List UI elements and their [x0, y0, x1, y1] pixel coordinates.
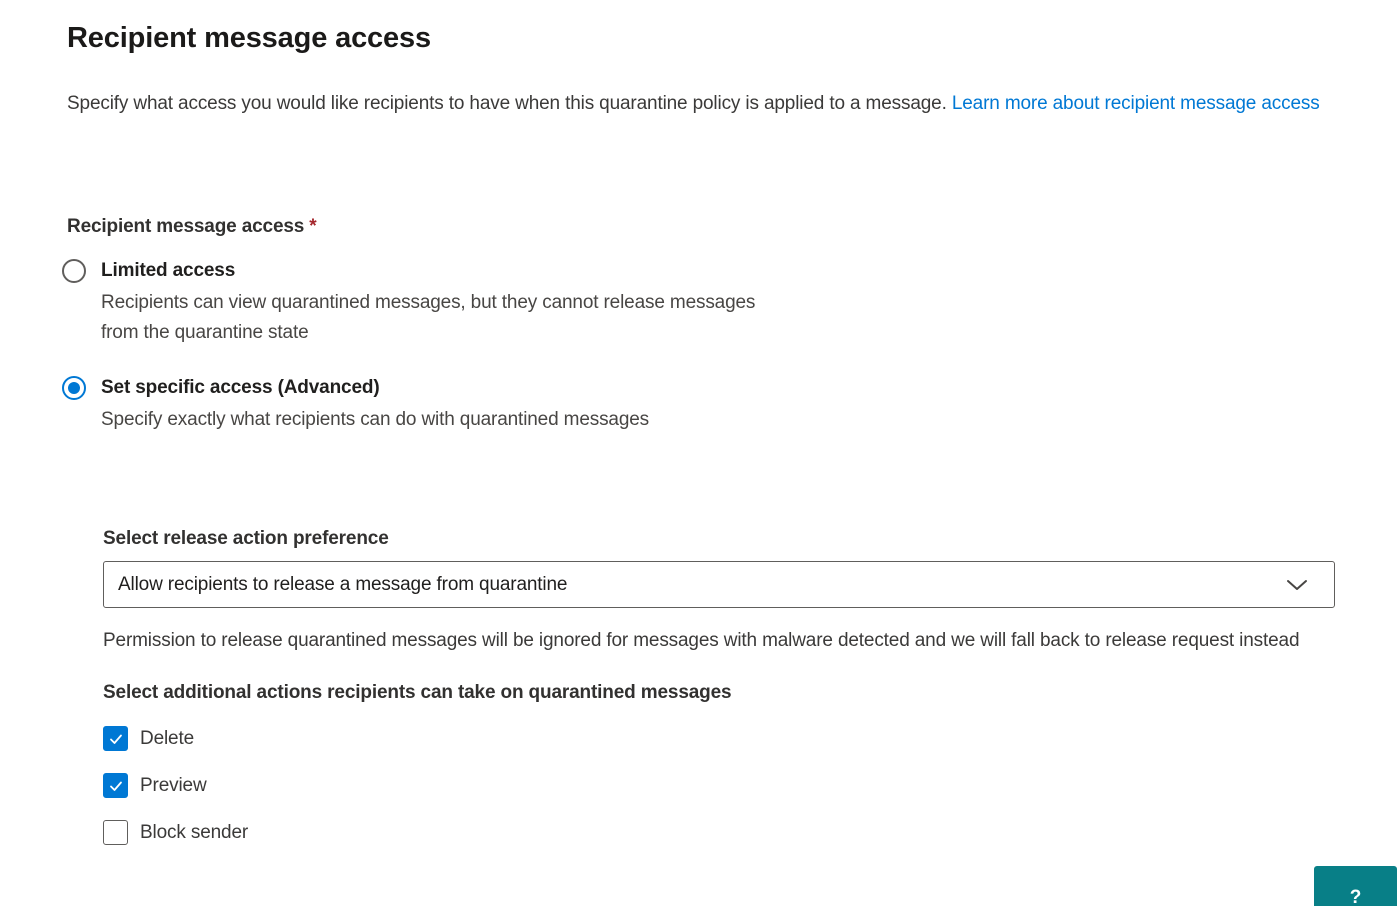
radio-option-title[interactable]: Set specific access (Advanced) [101, 377, 380, 398]
radio-option-description: Recipients can view quarantined messages, but they cannot release messages from the quarantine state [101, 292, 756, 343]
release-action-dropdown[interactable] [103, 561, 1335, 608]
radio-button-set-specific-access[interactable] [62, 376, 86, 400]
checkbox-row-preview[interactable] [103, 773, 1335, 798]
page-title: Recipient message access [67, 22, 431, 54]
additional-actions-label: Select additional actions recipients can take on quarantined messages [103, 682, 732, 703]
radio-dot [68, 382, 80, 394]
chevron-down-icon [1286, 578, 1308, 592]
release-action-label: Select release action preference [103, 528, 389, 549]
learn-more-link[interactable]: Learn more about recipient message access [951, 93, 1320, 114]
intro-text: Specify what access you would like recipients to have when this quarantine policy is applied to a message. [67, 93, 952, 114]
checkbox-row-block-sender[interactable] [103, 820, 1335, 845]
delete-checkbox[interactable] [103, 726, 128, 751]
help-button[interactable] [1314, 866, 1397, 906]
intro-paragraph [67, 90, 1339, 118]
radio-option-title[interactable]: Limited access [101, 260, 236, 281]
required-asterisk: * [309, 216, 317, 237]
checkbox-label[interactable]: Block sender [140, 821, 249, 843]
checkbox-label[interactable]: Delete [140, 727, 195, 749]
radio-option-set-specific-access[interactable] [62, 375, 649, 435]
check-icon [108, 731, 124, 747]
check-icon [108, 778, 124, 794]
radio-option-limited-access[interactable] [62, 258, 791, 348]
advanced-access-section [103, 528, 1335, 845]
checkbox-label[interactable]: Preview [140, 774, 207, 796]
release-action-note: Permission to release quarantined messages will be ignored for messages with malware detected and we will fall back to release request instead [103, 630, 1300, 651]
access-field-label: Recipient message access * [67, 216, 317, 237]
question-mark-icon: ? [1349, 887, 1362, 908]
preview-checkbox[interactable] [103, 773, 128, 798]
radio-option-body [101, 258, 791, 348]
radio-option-body [101, 375, 649, 435]
block-sender-checkbox[interactable] [103, 820, 128, 845]
release-action-selected-value: Allow recipients to release a message from quarantine [118, 573, 568, 595]
radio-button-limited-access[interactable] [62, 259, 86, 283]
radio-option-description: Specify exactly what recipients can do with quarantined messages [101, 409, 650, 430]
checkbox-row-delete[interactable] [103, 726, 1335, 751]
